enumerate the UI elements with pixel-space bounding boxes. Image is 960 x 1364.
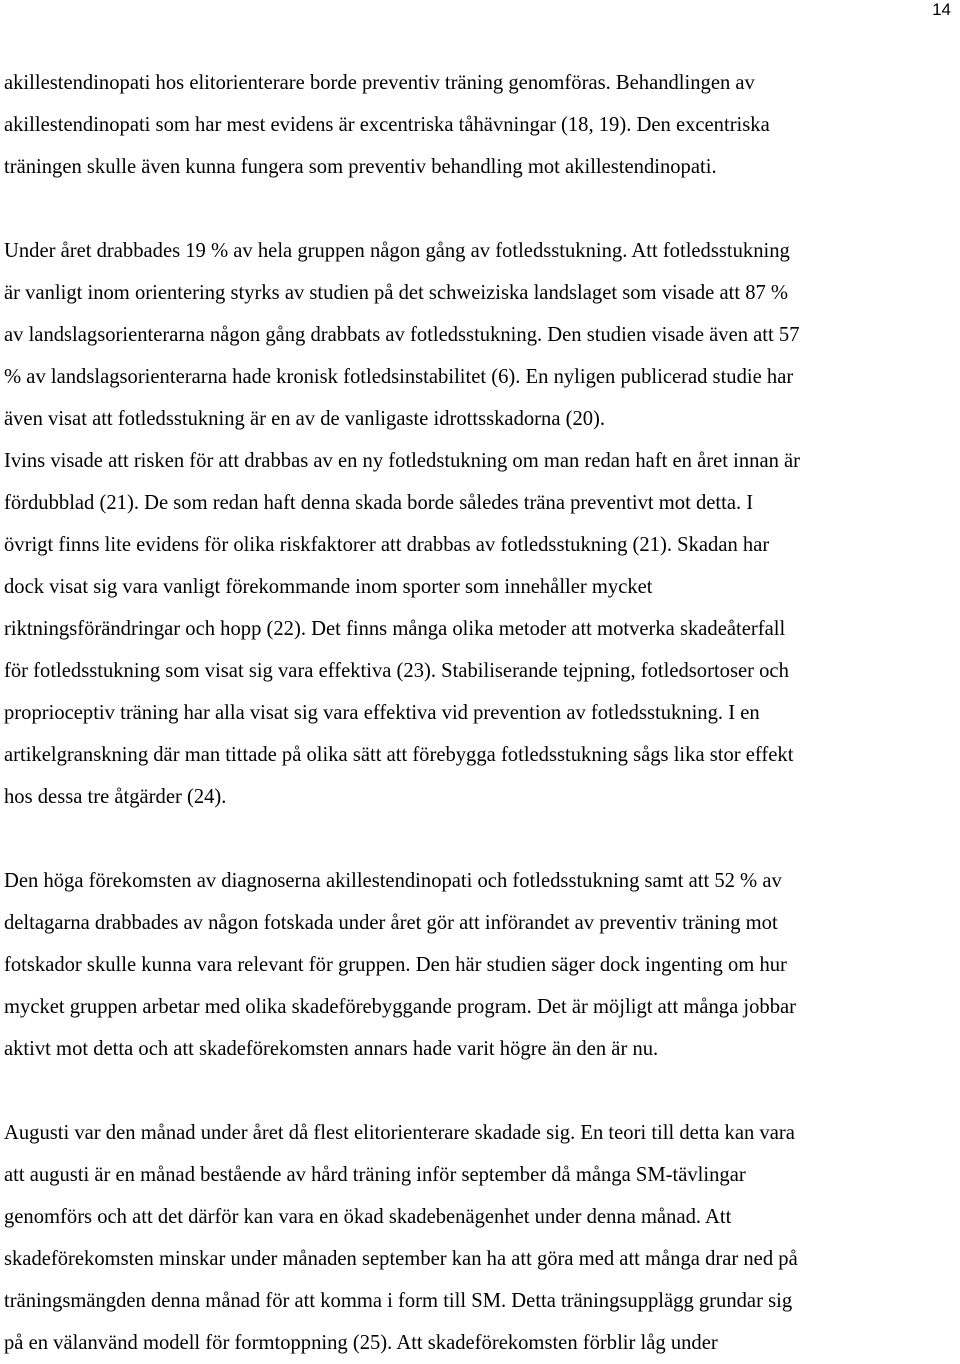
text-line: av landslagsorienterarna någon gång drabbats av fotledsstukning. Den studien visade även att 57 (4, 324, 800, 346)
text-line: att augusti är en månad bestående av hård träning inför september då många SM-tävlingar (4, 1164, 746, 1186)
text-line: artikelgranskning där man tittade på olika sätt att förebygga fotledsstukning sågs lika stor effekt (4, 744, 794, 766)
text-line: proprioceptiv träning har alla visat sig vara effektiva vid prevention av fotledsstukning. I en (4, 702, 760, 724)
text-line: mycket gruppen arbetar med olika skadeförebyggande program. Det är möjligt att många jobbar (4, 996, 797, 1018)
text-line: övrigt finns lite evidens för olika riskfaktorer att drabbas av fotledsstukning (21). Skadan har (4, 534, 770, 556)
text-line: för fotledsstukning som visat sig vara effektiva (23). Stabiliserande tejpning, fotledsortoser och (4, 660, 789, 682)
document-body (4, 62, 954, 1364)
text-line: på en välanvänd modell för formtoppning (25). Att skadeförekomsten förblir låg under (4, 1332, 718, 1354)
text-line: akillestendinopati hos elitorienterare borde preventiv träning genomföras. Behandlingen av (4, 72, 755, 94)
page-number: 14 (932, 0, 951, 19)
text-line: genomförs och att det därför kan vara en ökad skadebenägenhet under denna månad. Att (4, 1206, 732, 1228)
text-line: riktningsförändringar och hopp (22). Det finns många olika metoder att motverka skadeåterfall (4, 618, 786, 640)
text-line: även visat att fotledsstukning är en av de vanligaste idrottsskadorna (20). (4, 408, 606, 430)
paragraph-2 (4, 230, 954, 818)
paragraph-4 (4, 1112, 954, 1364)
text-line: dock visat sig vara vanligt förekommande inom sporter som innehåller mycket (4, 576, 653, 598)
text-line: Ivins visade att risken för att drabbas av en ny fotledstukning om man redan haft en året innan är (4, 450, 801, 472)
text-line: hos dessa tre åtgärder (24). (4, 786, 227, 808)
text-line: träningsmängden denna månad för att komma i form till SM. Detta träningsupplägg grundar sig (4, 1290, 793, 1312)
paragraph-3 (4, 860, 954, 1070)
text-line: skadeförekomsten minskar under månaden september kan ha att göra med att många drar ned på (4, 1248, 798, 1270)
text-line: fördubblad (21). De som redan haft denna skada borde således träna preventivt mot detta. I (4, 492, 754, 514)
text-line: fotskador skulle kunna vara relevant för gruppen. Den här studien säger dock ingenting om hur (4, 954, 787, 976)
text-line: aktivt mot detta och att skadeförekomsten annars hade varit högre än den är nu. (4, 1038, 659, 1060)
paragraph-gap (4, 818, 954, 860)
text-line: Den höga förekomsten av diagnoserna akillestendinopati och fotledsstukning samt att 52 % av (4, 870, 782, 892)
text-line: är vanligt inom orientering styrks av studien på det schweiziska landslaget som visade att 87 % (4, 282, 789, 304)
paragraph-gap (4, 188, 954, 230)
text-line: Augusti var den månad under året då flest elitorienterare skadade sig. En teori till detta kan vara (4, 1122, 795, 1144)
text-line: träningen skulle även kunna fungera som preventiv behandling mot akillestendinopati. (4, 156, 717, 178)
paragraph-1 (4, 62, 954, 188)
text-line: Under året drabbades 19 % av hela gruppen någon gång av fotledsstukning. Att fotledsstukning (4, 240, 790, 262)
paragraph-gap (4, 1070, 954, 1112)
text-line: deltagarna drabbades av någon fotskada under året gör att införandet av preventiv träning mot (4, 912, 778, 934)
text-line: akillestendinopati som har mest evidens är excentriska tåhävningar (18, 19). Den excentriska (4, 114, 770, 136)
text-line: % av landslagsorienterarna hade kronisk fotledsinstabilitet (6). En nyligen publicerad studie har (4, 366, 794, 388)
